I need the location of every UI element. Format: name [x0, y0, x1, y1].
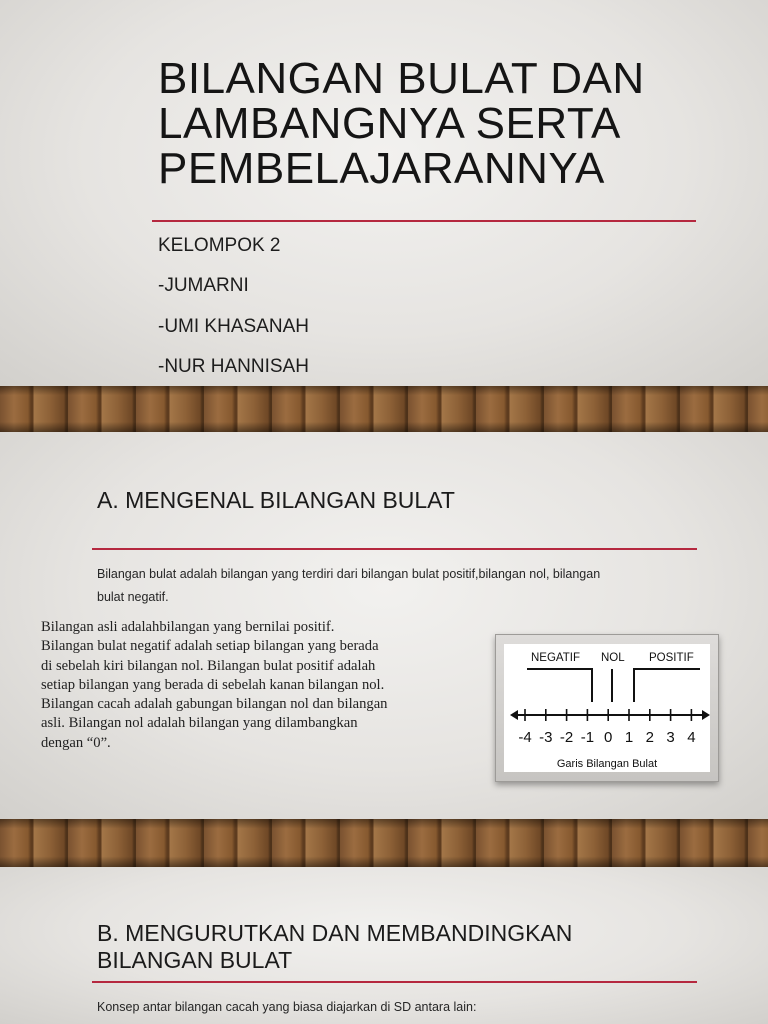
- label-positif: POSITIF: [649, 652, 694, 664]
- member-item: -UMI KHASANAH: [158, 316, 309, 337]
- title-divider: [152, 220, 696, 222]
- number-line-diagram: [504, 644, 710, 772]
- number-line-canvas: [504, 644, 710, 772]
- slide-title-heading: [158, 56, 718, 191]
- intro-line: Bilangan bulat adalah bilangan yang terdiri dari bilangan bulat positif,bilangan nol, bilangan: [97, 567, 601, 581]
- number-line-number: -2: [559, 729, 574, 746]
- definition-line: di sebelah kiri bilangan nol. Bilangan bulat positif adalah: [41, 657, 376, 674]
- definition-line: Bilangan asli adalahbilangan yang bernilai positif.: [41, 619, 335, 635]
- intro-paragraph: [97, 563, 687, 609]
- label-nol: NOL: [601, 652, 625, 664]
- positive-bracket: [634, 669, 700, 702]
- definition-line: dengan “0”.: [41, 734, 111, 751]
- number-line-number: -3: [539, 729, 553, 746]
- label-negatif: NEGATIF: [531, 652, 580, 664]
- wood-floor-divider: [0, 819, 768, 867]
- number-line-number: -4: [518, 729, 532, 746]
- right-arrowhead: [702, 710, 710, 720]
- intro-line: bulat negatif.: [97, 590, 169, 604]
- definition-line: Bilangan cacah adalah gabungan bilangan nol dan bilangan: [41, 696, 388, 713]
- number-line-caption: Garis Bilangan Bulat: [556, 758, 658, 770]
- left-arrowhead: [510, 710, 518, 720]
- title-line: PEMBELAJARANNYA: [158, 144, 605, 193]
- definition-line: setiap bilangan yang berada di sebelah kanan bilangan nol.: [41, 676, 385, 693]
- definition-line: asli. Bilangan nol adalah bilangan yang dilambangkan: [41, 715, 358, 732]
- negative-bracket: [527, 669, 592, 702]
- slide-title: [0, 0, 768, 386]
- number-line-number: 4: [687, 729, 696, 746]
- group-label: KELOMPOK 2: [158, 235, 281, 256]
- heading-line: B. MENGURUTKAN DAN MEMBANDINGKAN: [97, 920, 573, 946]
- number-line-number: 2: [645, 729, 654, 746]
- section-divider: [92, 981, 697, 983]
- intro-paragraph: Konsep antar bilangan cacah yang biasa diajarkan di SD antara lain:: [97, 1000, 477, 1014]
- number-line-figure: [495, 634, 719, 782]
- wood-floor-divider: [0, 386, 768, 432]
- slide-ordering: [0, 867, 768, 1024]
- heading-line: BILANGAN BULAT: [97, 947, 293, 973]
- title-line: LAMBANGNYA SERTA: [158, 99, 621, 148]
- member-item: -JUMARNI: [158, 275, 249, 296]
- section-heading: [97, 920, 572, 974]
- number-line-number: 3: [666, 729, 675, 746]
- number-line-number: 1: [624, 729, 634, 746]
- number-line-number: -1: [580, 729, 595, 746]
- number-line-numbers: [518, 729, 695, 746]
- number-line-number: 0: [604, 729, 613, 746]
- title-line: BILANGAN BULAT DAN: [158, 54, 645, 103]
- section-heading: A. MENGENAL BILANGAN BULAT: [97, 487, 455, 513]
- member-item: -NUR HANNISAH: [158, 356, 309, 377]
- section-divider: [92, 548, 697, 550]
- definition-line: Bilangan bulat negatif adalah setiap bilangan yang berada: [41, 638, 379, 655]
- definition-paragraph: [41, 618, 491, 753]
